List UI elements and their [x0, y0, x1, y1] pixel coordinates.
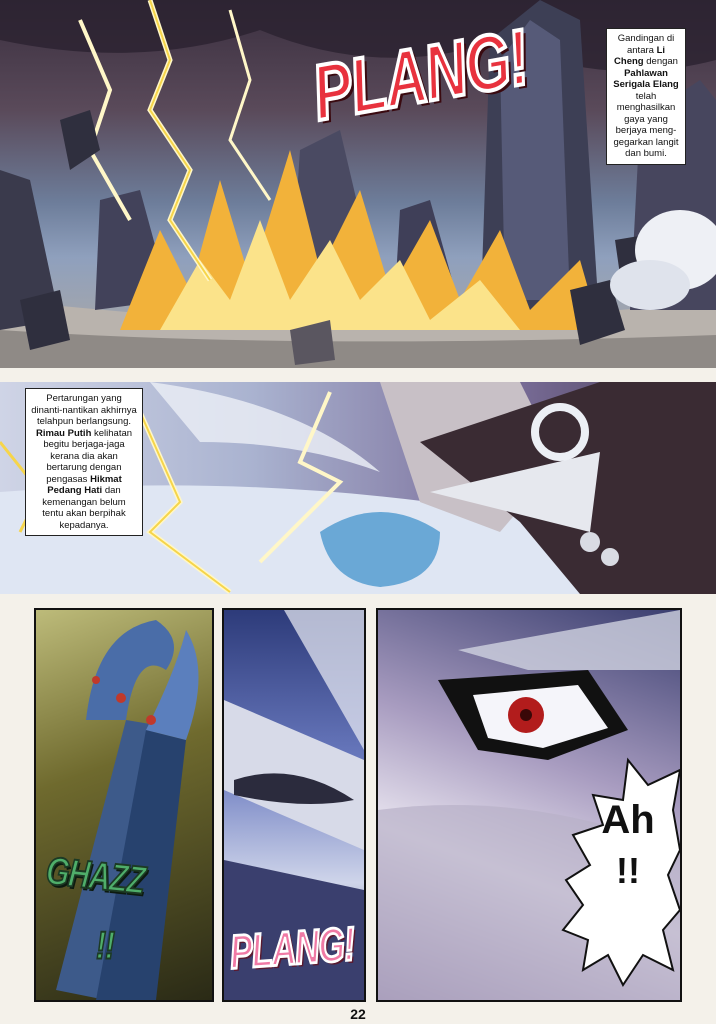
panel-clash [0, 382, 716, 594]
caption-name: Pahlawan Serigala Elang [613, 67, 679, 90]
caption-name: Li Cheng [614, 44, 666, 67]
weapon-art [36, 610, 212, 1000]
burst-text-ah: Ah [601, 798, 655, 842]
caption-text: telah menghasilkan gaya yang berjaya meng-gegarkan langit dan bumi. [613, 90, 679, 159]
caption-text: kelihatan begitu berjaga-jaga kerana dia akan bertarung dengan pengasas [43, 427, 133, 485]
burst-text-exclaim: !! [616, 850, 640, 891]
sfx-plang: PLANG! [306, 13, 535, 138]
caption-name: Hikmat Pedang Hati [47, 473, 122, 496]
caption-text: antara [626, 44, 654, 56]
caption-middle-left [25, 388, 143, 536]
caption-text: dan kemenangan belum tentu akan berpihak kepadanya. [42, 485, 126, 531]
caption-top-right [606, 28, 686, 165]
caption-name: Rimau Putih [35, 427, 92, 439]
caption-text: Pertarungan yang dinanti-nantikan akhirnya telahpun berlangsung. [31, 393, 137, 427]
page-number: 22 [350, 1006, 366, 1022]
sfx-ghazz-exclaim: !! [96, 924, 114, 968]
panel-battlefield [0, 0, 716, 368]
panel-eye-closeup [222, 608, 366, 1002]
caption-text: Gandingan di [617, 33, 675, 44]
sfx-ghazz: GHAZZ [44, 849, 147, 903]
panel-weapon [34, 608, 214, 1002]
caption-text: dengan [646, 56, 678, 67]
panel-red-eye [376, 608, 682, 1002]
sfx-plang: PLANG! [228, 917, 356, 980]
